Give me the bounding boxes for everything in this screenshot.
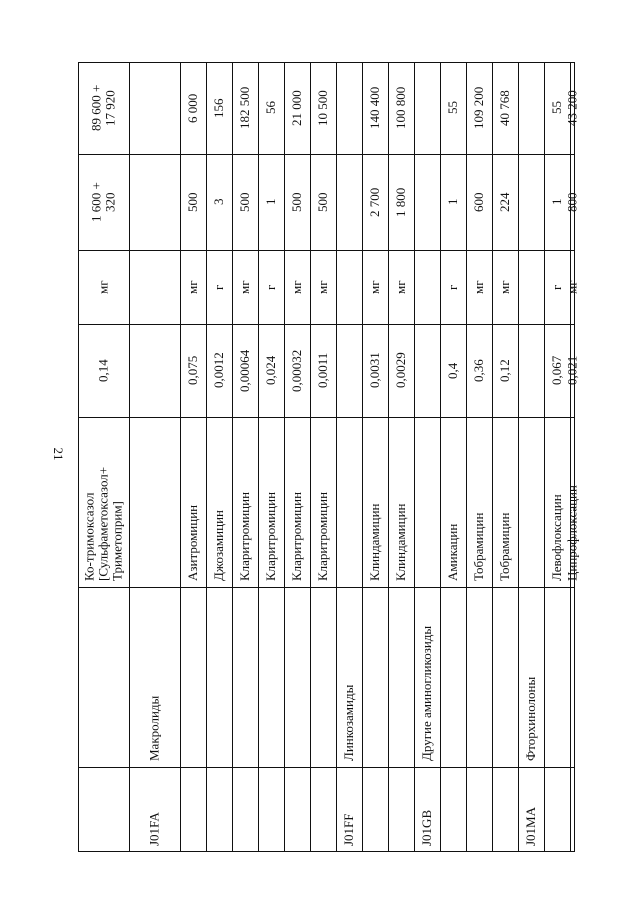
cell-name: Азитромицин (185, 504, 200, 581)
cell-unit: мг (367, 280, 382, 294)
cell-ddd: 0,14 (95, 359, 111, 382)
cell-ddd: 0,36 (471, 359, 486, 382)
cell-unit: мг (289, 280, 304, 294)
cell-ddd: 0,0011 (315, 352, 330, 389)
cell-total: 10 500 (315, 90, 330, 126)
cell-name: Клиндамицин (393, 503, 408, 581)
column-divider (78, 154, 575, 155)
cell-ddd: 0,12 (497, 359, 512, 382)
cell-group: Макролиды (146, 695, 162, 761)
cell-unit: г (263, 284, 278, 290)
cell-unit: мг (315, 280, 330, 294)
cell-unit: г (549, 284, 564, 290)
cell-dose: 1 (263, 198, 278, 206)
cell-name: Ципрофлоксацин (564, 485, 580, 581)
cell-dose: 500 (237, 192, 252, 212)
cell-name: Кларитромицин (237, 491, 252, 581)
cell-dose: 3 (211, 198, 226, 206)
cell-ddd: 0,0031 (367, 352, 382, 389)
column-divider (78, 767, 575, 768)
cell-name: Тобрамицин (471, 512, 486, 581)
cell-dose: 500 (185, 192, 200, 212)
cell-total: 55 (445, 101, 460, 115)
cell-total: 56 (263, 101, 278, 115)
cell-total: 182 500 (237, 86, 252, 130)
cell-total: 40 768 (497, 90, 512, 126)
cell-total: 156 (211, 98, 226, 118)
column-divider (78, 587, 575, 588)
cell-total: 89 600 + 17 920 (88, 84, 118, 132)
column-divider (78, 324, 575, 325)
cell-ddd: 0,00064 (237, 349, 252, 392)
cell-name: Клиндамицин (367, 503, 382, 581)
cell-dose: 2 700 (367, 187, 382, 217)
cell-dose: 500 (289, 192, 304, 212)
cell-total: 140 400 (367, 86, 382, 130)
cell-unit: мг (95, 280, 111, 294)
page-number: 21 (51, 447, 66, 461)
cell-name: Джозамицин (211, 510, 226, 581)
cell-unit: мг (185, 280, 200, 294)
cell-code: J01FF (341, 813, 356, 846)
cell-unit: г (445, 284, 460, 290)
cell-name: Левофлоксацин (549, 494, 564, 581)
column-divider (78, 417, 575, 418)
cell-unit: мг (393, 280, 408, 294)
cell-group: Линкозамиды (341, 684, 356, 761)
cell-unit: мг (564, 280, 580, 294)
drug-table (78, 62, 580, 852)
cell-unit: мг (237, 280, 252, 294)
cell-unit: мг (471, 280, 486, 294)
column-divider (78, 250, 575, 251)
cell-ddd: 0,0012 (211, 352, 226, 389)
cell-ddd: 0,067 (549, 355, 564, 386)
cell-code: J01GB (419, 809, 434, 846)
cell-ddd: 0,024 (263, 355, 278, 386)
cell-dose: 1 (549, 198, 564, 206)
cell-total: 6 000 (185, 93, 200, 123)
cell-code: J01FA (146, 812, 162, 846)
cell-dose: 500 (315, 192, 330, 212)
cell-name: Тобрамицин (497, 512, 512, 581)
cell-group: Другие аминогликозиды (419, 625, 434, 761)
cell-dose: 224 (497, 192, 512, 212)
cell-name: Кларитромицин (315, 491, 330, 581)
cell-total: 43 200 (564, 90, 580, 126)
cell-ddd: 0,075 (185, 355, 200, 386)
cell-dose: 1 800 (393, 187, 408, 217)
cell-total: 21 000 (289, 90, 304, 126)
cell-ddd: 0,00032 (289, 349, 304, 392)
cell-total: 100 800 (393, 86, 408, 130)
cell-dose: 1 (445, 198, 460, 206)
cell-ddd: 0,0029 (393, 352, 408, 389)
cell-ddd: 0,021 (564, 355, 580, 386)
cell-unit: мг (497, 280, 512, 294)
cell-dose: 600 (471, 192, 486, 212)
cell-group: Фторхинолоны (523, 676, 538, 761)
cell-code: J01MA (523, 806, 538, 846)
cell-name: Амикацин (445, 523, 460, 581)
cell-ddd: 0,4 (445, 362, 460, 379)
cell-name: Кларитромицин (289, 491, 304, 581)
cell-dose: 800 (564, 192, 580, 212)
cell-name: Кларитромицин (263, 491, 278, 581)
cell-dose: 1 600 + 320 (88, 182, 118, 222)
cell-total: 109 200 (471, 86, 486, 130)
cell-total: 55 (549, 101, 564, 115)
cell-name: Ко-тримоксазол [Сульфаметоксазол+ Триметоприм] (81, 466, 125, 581)
cell-unit: г (211, 284, 226, 290)
